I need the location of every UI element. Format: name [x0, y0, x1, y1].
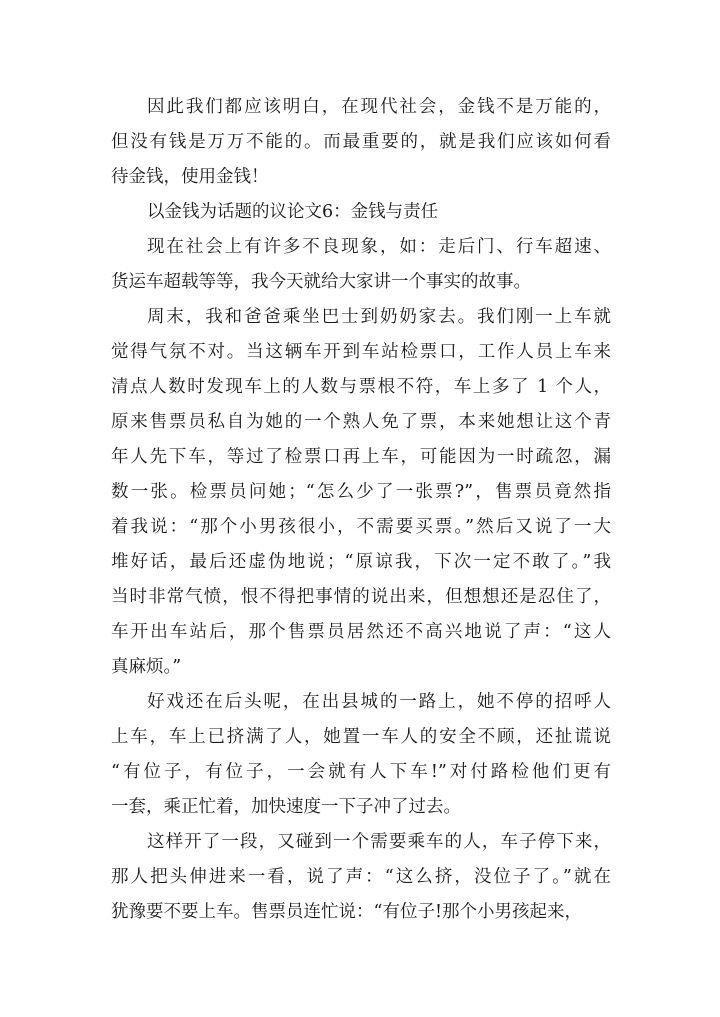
text-line: 上车，车上已挤满了人，她置一车人的安全不顾，还扯谎说: [111, 727, 611, 747]
paragraph-conclusion: [111, 90, 611, 195]
text-line: 待金钱，使用金钱！: [111, 167, 269, 187]
text-line: “有位子，有位子，一会就有人下车!”对付路检他们更有: [111, 762, 611, 782]
text-line: 现在社会上有许多不良现象，如：走后门、行车超速、: [147, 237, 611, 257]
text-line: 清点人数时发现车上的人数与票根不符，车上多了 1 个人，: [111, 377, 611, 397]
paragraph-drama: [111, 685, 611, 825]
paragraph-continue: [111, 825, 611, 930]
text-line: 真麻烦。”: [111, 657, 182, 677]
essay-heading: [111, 195, 611, 230]
text-line: 这样开了一段，又碰到一个需要乘车的人，车子停下来，: [147, 832, 611, 852]
text-line: 好戏还在后头呢，在出县城的一路上，她不停的招呼人: [147, 692, 611, 712]
text-line: 周末，我和爸爸乘坐巴士到奶奶家去。我们刚一上车就: [147, 307, 611, 327]
text-line: 一套，乘正忙着，加快速度一下子冲了过去。: [111, 797, 461, 817]
text-line: 堆好话，最后还虚伪地说；“原谅我，下次一定不敢了。”我: [111, 552, 611, 572]
text-line: 数一张。检票员问她；“怎么少了一张票?”，售票员竟然指: [111, 482, 611, 502]
text-line: 但没有钱是万万不能的。而最重要的，就是我们应该如何看: [111, 132, 611, 152]
text-line: 着我说：“那个小男孩很小，不需要买票。”然后又说了一大: [111, 517, 611, 537]
text-line: 车开出车站后，那个售票员居然还不高兴地说了声：“这人: [111, 622, 611, 642]
document-body: [111, 90, 611, 930]
text-line: 觉得气氛不对。当这辆车开到车站检票口，工作人员上车来: [111, 342, 611, 362]
paragraph-intro: [111, 230, 611, 300]
text-line: 原来售票员私自为她的一个熟人免了票，本来她想让这个青: [111, 412, 611, 432]
text-line: 那人把头伸进来一看，说了声：“这么挤，没位子了。”就在: [111, 867, 611, 887]
text-line: 货运车超载等等，我今天就给大家讲一个事实的故事。: [111, 272, 531, 292]
text-line: 年人先下车，等过了检票口再上车，可能因为一时疏忽，漏: [111, 447, 611, 467]
text-line: 因此我们都应该明白，在现代社会，金钱不是万能的，: [147, 97, 611, 117]
paragraph-story: [111, 300, 611, 685]
text-line: 以金钱为话题的议论文6：金钱与责任: [147, 202, 439, 222]
text-line: 当时非常气愤，恨不得把事情的说出来，但想想还是忍住了，: [111, 587, 611, 607]
text-line: 犹豫要不要上车。售票员连忙说：“有位子!那个小男孩起来，: [111, 902, 582, 922]
